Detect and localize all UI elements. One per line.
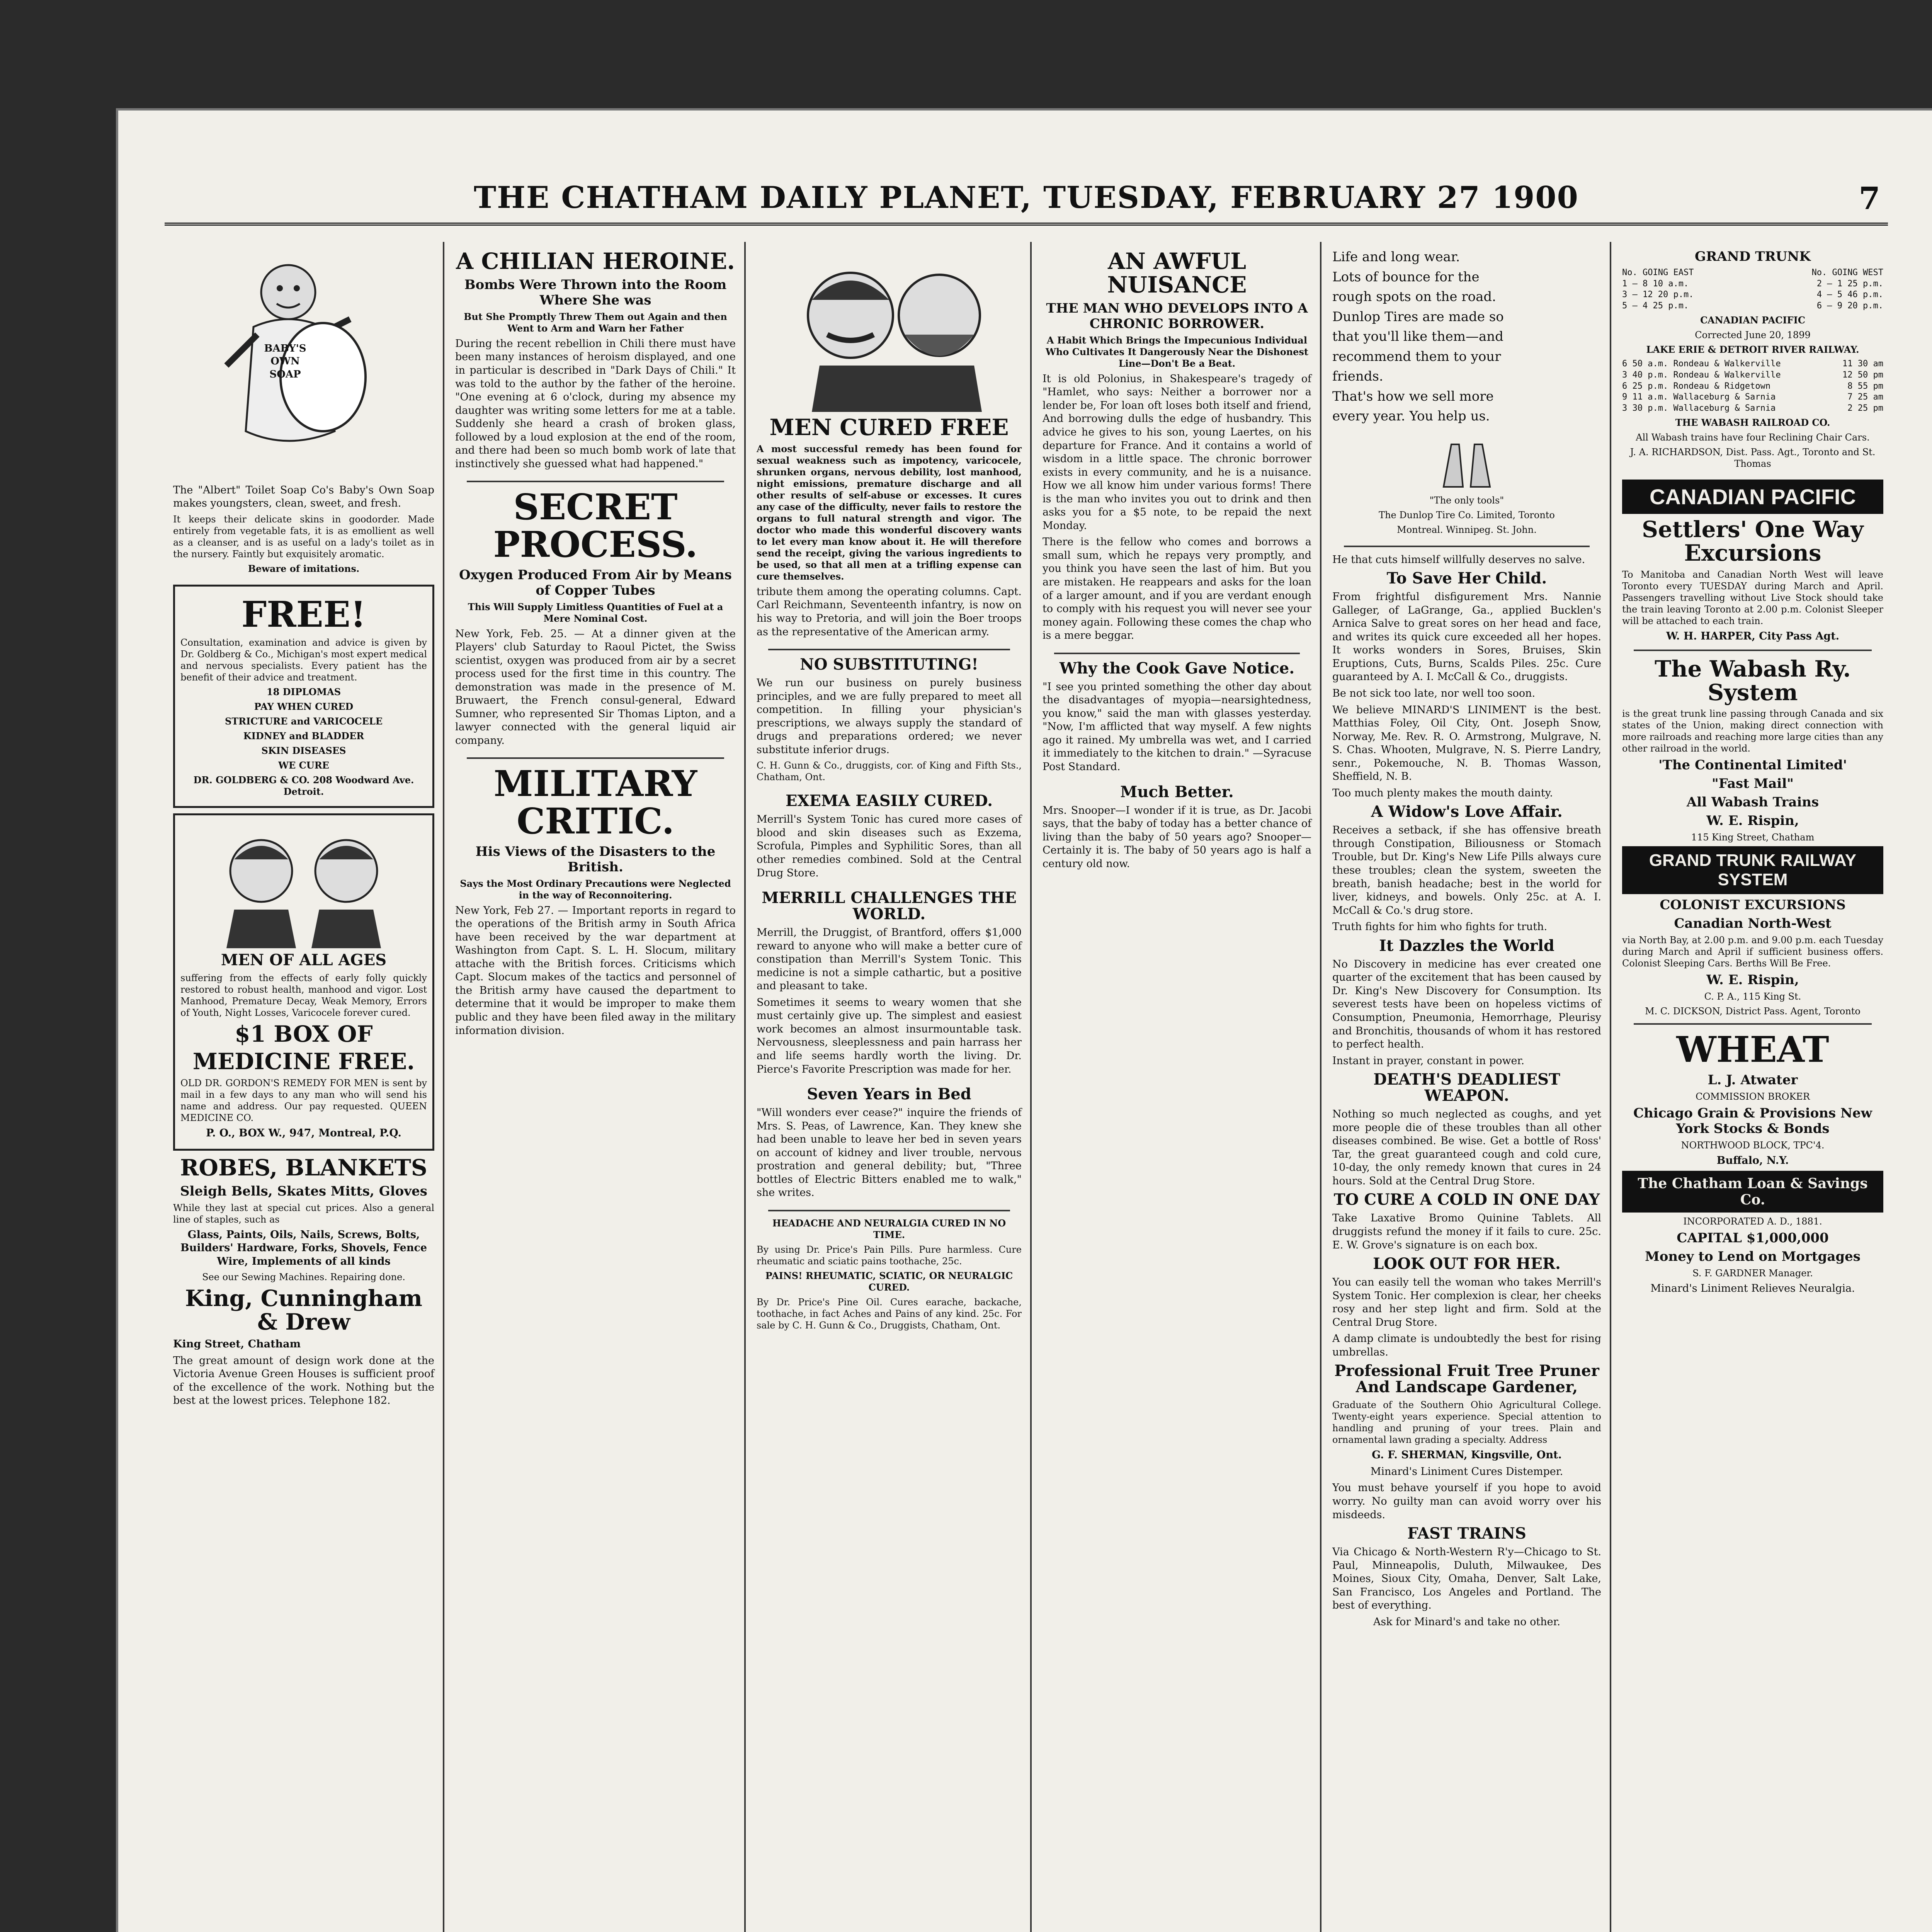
secret-subhead-2: This Will Supply Limitless Quantities of Fuel at a Mere Nominal Cost. (468, 601, 723, 624)
colonist-subhead: Canadian North-West (1674, 916, 1832, 932)
secret-subhead: Oxygen Produced From Air by Means of Copper Tubes (459, 567, 732, 598)
free-footer: DR. GOLDBERG & CO. 208 Woodward Ave. Detroit. (193, 774, 414, 798)
much-better-article (1043, 784, 1311, 871)
schedule-cell: 5 — 4 25 p.m. (1622, 301, 1689, 311)
fast-mail: "Fast Mail" (1712, 776, 1794, 792)
masthead (165, 176, 1888, 226)
heroine-article (455, 250, 736, 471)
gt-schedule-headline: GRAND TRUNK (1695, 249, 1811, 264)
lake-erie-table (1622, 359, 1883, 414)
instant-text: Instant in prayer, constant in power. (1332, 1054, 1525, 1067)
secret-text: New York, Feb. 25. — At a dinner given at the Players' club Saturday to Raoul Pictet, the Swiss scientist, oxygen was produced from air by a secret process used for the first time in this country. The demonstration was made in the presence of M. Bruwaert, the French consul-general, Edward Sumner, who represented Sir Thomas Lipton, and a lawyer connected with the general liquid air company. (455, 628, 736, 747)
schedule-cell: 8 55 pm (1847, 381, 1883, 391)
box-text: OLD DR. GORDON'S REMEDY FOR MEN is sent by mail in a few days to any man who will send his name and address. Our pay requested. QUEEN MEDICINE CO. (180, 1078, 427, 1124)
king-address: King Street, Chatham (173, 1338, 301, 1350)
heroine-text: During the recent rebellion in Chili there must have been many instances of heroism displayed, and one in particular is described in "Dark Days of Chili." It was told to the author by the father of the heroine. "One evening at 6 o'clock, during my absence my daughter was writing some letters for me at a table. Suddenly she heard a crash of broken glass, followed by a loud explosion at the end of the room, and there had been so much bomb work of late that instinctively she guessed what had happened." (455, 337, 736, 470)
atwater-lines: Chicago Grain & Provisions New York Stocks & Bonds (1633, 1105, 1872, 1137)
deadly-headline: DEATH'S DEADLIEST WEAPON. (1373, 1070, 1560, 1105)
weak-text: You must behave yourself if you hope to avoid worry. No guilty man can avoid worry over his misdeeds. (1332, 1482, 1601, 1521)
wabash-rr-note: All Wabash trains have four Reclining Chair Cars. (1636, 432, 1870, 443)
cp-banner: CANADIAN PACIFIC (1622, 480, 1883, 514)
wabash-text: is the great trunk line passing through Canada and six states of the Union, making direct connection with more railroads and reaching more large cities than any other railroad in the world. (1622, 708, 1883, 754)
much-text: Mrs. Snooper—I wonder if it is true, as Dr. Jacobi says, that the baby of today has a better chance of living than the baby of 50 years ago? Snooper—Certainly it is. The baby of 50 years ago is half a century old now. (1043, 804, 1311, 870)
wabash-rr-headline: THE WABASH RAILROAD CO. (1675, 417, 1830, 429)
fast-text: Via Chicago & North-Western R'y—Chicago to St. Paul, Minneapolis, Duluth, Milwaukee, Des Moines, Sioux City, Omaha, Denver, Salt Lake, San Francisco, Los Angeles and Portland. The best of everything. (1332, 1546, 1601, 1612)
schedule-row (1622, 301, 1883, 312)
grand-trunk-schedule (1622, 249, 1883, 469)
robes-note: See our Sewing Machines. Repairing done. (202, 1272, 405, 1283)
divider (1634, 1023, 1872, 1025)
column-6 (1614, 242, 1892, 1932)
military-article (455, 765, 736, 1037)
dunlop-line: Life and long wear. (1332, 249, 1460, 265)
military-subhead: His Views of the Disasters to the British. (475, 844, 716, 875)
rispin-signature: W. E. Rispin, (1706, 972, 1799, 988)
much-headline: Much Better. (1120, 782, 1234, 801)
men-ad (173, 813, 434, 1150)
schedule-cell: 11 30 am (1842, 359, 1883, 369)
robes-sub: Sleigh Bells, Skates Mitts, Gloves (180, 1183, 427, 1199)
schedule-cell: 9 11 a.m. Wallaceburg & Sarnia (1622, 392, 1776, 402)
dunlop-line: that you'll like them—and (1332, 329, 1503, 345)
seven-headline: Seven Years in Bed (807, 1085, 971, 1104)
schedule-cell: 1 — 8 10 a.m. (1622, 279, 1689, 289)
free-item: PAY WHEN CURED (254, 701, 354, 713)
continental-limited: 'The Continental Limited' (1658, 757, 1847, 773)
dunlop-line: recommend them to your (1332, 349, 1501, 364)
secret-headline: SECRET PROCESS. (493, 486, 698, 565)
wabash-signature: W. E. Rispin, (1706, 813, 1799, 829)
fruit-headline: Professional Fruit Tree Pruner And Landscape Gardener, (1334, 1362, 1599, 1396)
divider (467, 757, 724, 759)
dunlop-line: Dunlop Tires are made so (1332, 309, 1504, 325)
gt-schedule-table (1622, 267, 1883, 311)
save-headline: To Save Her Child. (1386, 569, 1547, 588)
nosub-ad (757, 656, 1022, 783)
soap-caption: The "Albert" Toilet Soap Co's Baby's Own Soap makes youngsters, clean, sweet, and fresh. (173, 484, 434, 510)
soap-warning: Beware of imitations. (248, 563, 360, 574)
cook-headline: Why the Cook Gave Notice. (1059, 659, 1295, 677)
merrill-ad (757, 890, 1022, 1076)
column-rule (744, 242, 746, 1932)
ask-text: Ask for Minard's and take no other. (1373, 1616, 1561, 1628)
free-item: STRICTURE and VARICOCELE (224, 716, 383, 727)
neuralgia-ad (757, 1218, 1022, 1331)
dunlop-line: Lots of bounce for the (1332, 269, 1480, 285)
schedule-row (1622, 279, 1883, 290)
colonist-headline: COLONIST EXCURSIONS (1660, 897, 1846, 913)
eczema-headline: EXEMA EASILY CURED. (785, 792, 993, 810)
box-headline-2: MEDICINE FREE. (192, 1048, 415, 1075)
wheat-headline: WHEAT (1676, 1029, 1829, 1071)
neuralgia-text: By using Dr. Price's Pain Pills. Pure harmless. Cure rheumatic and sciatic pains toothache, 25c. (757, 1244, 1022, 1267)
atwater-name: L. J. Atwater (1708, 1072, 1798, 1088)
soap-ad (173, 250, 434, 575)
merrill-headline: MERRILL CHALLENGES THE WORLD. (762, 889, 1017, 923)
schedule-row (1622, 381, 1883, 392)
men-text: suffering from the effects of early folly quickly restored to robust health, manhood and vigor. Lost Manhood, Premature Decay, Weak Memory, Errors of Youth, Night Losses, Varicocele forever cured. (180, 973, 427, 1019)
cure-text: A most successful remedy has been found for sexual weakness such as impotency, varicocele, shrunken organs, nervous debility, lost manhood, night emissions, premature discharge and all other results of self-abuse or excesses. It cures any case of the difficulty, never fails to restore the organs to full natural strength and vigor. The doctor who made this wonderful discovery wants to let every man know about it. He will therefore send the receipt, giving the various ingredients to be used, so that all men at a trifling expense can cure themselves. (757, 443, 1022, 582)
widow-headline: A Widow's Love Affair. (1371, 803, 1563, 821)
schedule-row (1622, 267, 1883, 279)
military-subhead-2: Says the Most Ordinary Precautions were Neglected in the way of Reconnoitering. (460, 878, 731, 901)
eczema-ad (757, 793, 1022, 880)
column-4 (1034, 242, 1320, 1932)
free-item: KIDNEY and BLADDER (243, 730, 364, 742)
plenty-text: Too much plenty makes the mouth dainty. (1332, 787, 1553, 799)
soap-label: BABY'S OWN SOAP (264, 343, 306, 380)
widow-text: Receives a setback, if she has offensive breath through Constipation, Biliousness or Stomach Trouble, but Dr. King's New Life Pills always cure these troubles; clean the system, sweeten the breath, banish headache; best in the world for liver, kidneys, and bowels. Only 25c. at A. I. McCall & Co.'s drug store. (1332, 824, 1601, 917)
schedule-row (1622, 370, 1883, 381)
tribute-text: tribute them among the operating columns. Capt. Carl Reichmann, Seventeenth infantry, is now on his way to Pretoria, and will join the Boer troops as the representative of the American army. (757, 585, 1022, 638)
dunlop-line: every year. You help us. (1332, 408, 1490, 424)
cp-schedule-headline: CANADIAN PACIFIC (1700, 315, 1805, 326)
schedule-cell: 3 — 12 20 p.m. (1622, 290, 1694, 300)
divider (1344, 546, 1590, 547)
dunlop-ad (1332, 249, 1601, 536)
rispin-signature-2: C. P. A., 115 King St. (1704, 991, 1801, 1002)
save-text: From frightful disfigurement Mrs. Nannie Galleger, of LaGrange, Ga., applied Bucklen's Arnica Salve to great sores on her head and face, and writes its quick cure exceeded all her hopes. It works wonders in Sores, Bruises, Skin Eruptions, Cuts, Burns, Scalds Piles. 25c. Cure guaranteed by A. I. McCall & Co., druggists. (1332, 591, 1601, 683)
loan-incorporated: INCORPORATED A. D., 1881. (1683, 1216, 1822, 1227)
wabash-headline: The Wabash Ry. System (1655, 655, 1851, 706)
nosub-headline: NO SUBSTITUTING! (800, 655, 978, 674)
column-rule (1030, 242, 1032, 1932)
dunlop-line: friends. (1332, 369, 1383, 384)
gt-banner: GRAND TRUNK RAILWAY SYSTEM (1622, 846, 1883, 894)
colonist-text: via North Bay, at 2.00 p.m. and 9.00 p.m. each Tuesday during March and April if sufficient business offers. Colonist Sleeping Cars. Berths Will Be Free. (1622, 935, 1883, 969)
schedule-cell: 6 25 p.m. Rondeau & Ridgetown (1622, 381, 1771, 391)
free-headline: FREE! (241, 593, 366, 635)
free-item: 18 DIPLOMAS (266, 686, 341, 698)
nuisance-subhead: THE MAN WHO DEVELOPS INTO A CHRONIC BORROWER. (1046, 300, 1308, 332)
schedule-cell: 3 40 p.m. Rondeau & Walkerville (1622, 370, 1781, 380)
settlers-agent: W. H. HARPER, City Pass Agt. (1666, 630, 1840, 643)
newspaper-page (116, 108, 1932, 1932)
schedule-cell: No. GOING WEST (1811, 268, 1883, 277)
seven-text: "Will wonders ever cease?" inquire the friends of Mrs. S. Peas, of Lawrence, Kan. They knew she had been unable to leave her bed in seven years on account of kidney and liver trouble, nervous prostration and general debility; but, "Three bottles of Electric Bitters enabled me to walk," she writes. (757, 1107, 1022, 1199)
schedule-cell: 12 50 pm (1842, 370, 1883, 380)
column-2 (447, 242, 744, 1932)
men-cured-ad (757, 250, 1022, 639)
loan-money: Money to Lend on Mortgages (1645, 1248, 1861, 1264)
fast-headline: FAST TRAINS (1407, 1524, 1526, 1543)
dunlop-line: rough spots on the road. (1332, 289, 1496, 305)
climate-text: A damp climate is undoubtedly the best for rising umbrellas. (1332, 1333, 1601, 1358)
atwater-sub: COMMISSION BROKER (1696, 1091, 1810, 1102)
minard-text: We believe MINARD'S LINIMENT is the best. Matthias Foley, Oil City, Ont. Joseph Snow, Norway, Me. Rev. R. O. Armstrong, Mulgrave, N. S. Chas. Whooten, Mulgrave, N. S. Pierre Landry, senr., Pokemouche, N. B. Thomas Wasson, Sheffield, N. B. (1332, 704, 1601, 783)
schedule-row (1622, 403, 1883, 414)
nuisance-headline: AN AWFUL NUISANCE (1107, 248, 1247, 298)
schedule-cell: 4 — 5 46 p.m. (1816, 290, 1883, 300)
seven-years-ad (757, 1086, 1022, 1200)
nuisance-text-2: There is the fellow who comes and borrows a small sum, which he repays very promptly, and you think you have seen the last of him. But you are mistaken. He reappears and asks for the loan of a larger amount, and if you are verdant enough to comply with his request you will never see your money again. Following these comes the chap who is a mere beggar. (1043, 536, 1311, 642)
price-headline: PAINS! RHEUMATIC, SCIATIC, OR NEURALGIC CURED. (765, 1270, 1013, 1293)
heroine-headline: A CHILIAN HEROINE. (456, 248, 735, 274)
secret-article (455, 488, 736, 747)
fruit-signature: G. F. SHERMAN, Kingsville, Ont. (1372, 1449, 1562, 1461)
divider (1634, 650, 1872, 651)
box-headline-1: $1 BOX OF (235, 1021, 373, 1048)
merrill-text: Merrill, the Druggist, of Brantford, offers $1,000 reward to anyone who will make a better cure of constipation than Merrill's System Tonic. This medicine is not a simple cathartic, but a positive and pleasant to take. (757, 927, 1022, 992)
nuisance-subhead-2: A Habit Which Brings the Impecunious Individual Who Cultivates It Dangerously Near the Dishonest Line—Don't Be a Beat. (1045, 334, 1309, 369)
fruit-text: Graduate of the Southern Ohio Agricultural College. Twenty-eight years experience. Special attention to handling and pruning of your trees. Plain and ornamental lawn grading a specialty. Address (1332, 1400, 1601, 1446)
wabash-trains: All Wabash Trains (1686, 794, 1819, 810)
doctors-portrait (765, 250, 1013, 412)
schedule-cell: 6 — 9 20 p.m. (1816, 301, 1883, 311)
distemper-text: Minard's Liniment Cures Distemper. (1370, 1465, 1563, 1478)
divider (1054, 653, 1300, 654)
lake-erie-headline: LAKE ERIE & DETROIT RIVER RAILWAY. (1646, 344, 1859, 355)
schedule-row (1622, 289, 1883, 301)
look-headline: LOOK OUT FOR HER. (1373, 1255, 1561, 1273)
column-rule (443, 242, 444, 1932)
schedule-cell: 2 25 pm (1847, 403, 1883, 413)
eczema-text: Merrill's System Tonic has cured more cases of blood and skin diseases such as Exzema, Scrofula, Pimples and Syphilitic Sores, than all other remedies combined. Sold at the Central Drug Store. (757, 813, 1022, 879)
settlers-text: To Manitoba and Canadian North West will leave Toronto every TUESDAY during March and April. Passengers travelling without Live Stock should take the train leaving Toronto at 2.00 p.m. Colonist Sleeper will be attached to each train. (1622, 569, 1883, 627)
soap-text: It keeps their delicate skins in goodorder. Made entirely from vegetable fats, it is as emollient as well as a cleanser, and is as useful on a lady's toilet as in the nursery. Faintly but exquisitely aromatic. (173, 514, 434, 560)
free-ad (173, 585, 434, 808)
military-text: New York, Feb 27. — Important reports in regard to the operations of the British army in South Africa have been received by the war department at Washington from Capt. S. L. H. Slocum, military attache with the British forces. Criticisms which Capt. Slocum makes of the tactics and personnel of the British army have caused the department to determine that it would be improper to make them public and they have been filed away in the military information division. (455, 904, 736, 1037)
robes-headline: ROBES, BLANKETS (180, 1154, 427, 1181)
column-rule (1610, 242, 1611, 1932)
dunlop-line: That's how we sell more (1332, 388, 1494, 404)
settlers-headline: Settlers' One Way Excursions (1642, 516, 1864, 566)
column-3 (748, 242, 1030, 1932)
two-men-portrait (196, 825, 412, 948)
column-5 (1324, 242, 1610, 1932)
men-headline: MEN OF ALL AGES (221, 951, 387, 969)
deadly-text: Nothing so much neglected as coughs, and yet more people die of these troubles than all other diseases combined. Be wise. Get a bottle of Ross' Tar, the great guaranteed cough and cold cure, 10-day, the only remedy known that cures in 24 hours. Sold at the Central Drug Store. (1332, 1108, 1601, 1187)
wabash-agent: J. A. RICHARDSON, Dist. Pass. Agt., Toronto and St. Thomas (1630, 447, 1876, 469)
cook-text: "I see you printed something the other day about the disadvantages of myopia—nearsightedness, you know," said the man with glasses yesterday. "Now, I'm afflicted that way myself. A few nights ago it rained. My umbrella was wet, and I carried it immediately to the kitchen to drain." —Syracuse Post Standard. (1043, 680, 1311, 773)
divider (768, 649, 1010, 650)
loan-signature: S. F. GARDNER Manager. (1692, 1267, 1813, 1279)
king-text: The great amount of design work done at the Victoria Avenue Green Houses is sufficient proof of the excellence of the work. Nothing but the best at the lowest prices. Telephone 182. (173, 1354, 434, 1407)
robes-list: Glass, Paints, Oils, Nails, Screws, Bolts, Builders' Hardware, Forks, Shovels, Fence Wire, Implements of all kinds (180, 1228, 427, 1267)
atwater-address: NORTHWOOD BLOCK, TPC'4. (1681, 1140, 1825, 1151)
divider (467, 481, 724, 482)
dickson-signature: M. C. DICKSON, District Pass. Agent, Toronto (1645, 1006, 1861, 1017)
loan-headline: The Chatham Loan & Savings Co. (1622, 1171, 1883, 1213)
price-text: By Dr. Price's Pine Oil. Cures earache, backache, toothache, in fact Aches and Pains of any kind. 25c. For sale by C. H. Gunn & Co., Druggists, Chatham, Ont. (757, 1296, 1022, 1331)
nuisance-text: It is old Polonius, in Shakespeare's tragedy of "Hamlet, who says: Neither a borrower nor a lender be, For loan oft loses both itself and friend, And borrowing dulls the edge of husbandry. This advice he gives to his son, young Laertes, on his departure for France. And it contains a world of wisdom in a little space. The chronic borrower exists in every community, and he is a nuisance. How we all know him under various forms! There is the man who invites you out to drink and then asks you for a $5 note, to be repaid the next Monday. (1043, 372, 1311, 532)
military-headline: MILITARY CRITIC. (493, 763, 697, 842)
cp-schedule-note: Corrected June 20, 1899 (1695, 330, 1811, 341)
free-item: SKIN DISEASES (261, 745, 346, 757)
minard-neuralgia: Minard's Liniment Relieves Neuralgia. (1650, 1282, 1855, 1294)
nosub-signature: C. H. Gunn & Co., druggists, cor. of King and Fifth Sts., Chatham, Ont. (757, 760, 1022, 783)
hands-icon (1428, 429, 1505, 491)
soon-text: Be not sick too late, nor well too soon. (1332, 687, 1536, 700)
schedule-cell: 7 25 am (1847, 392, 1883, 402)
schedule-row (1622, 392, 1883, 403)
cold-text: Take Laxative Bromo Quinine Tablets. All druggists refund the money if it fails to cure. 25c. E. W. Grove's signature is on each box. (1332, 1212, 1601, 1251)
box-address: P. O., BOX W., 947, Montreal, P.Q. (206, 1127, 401, 1139)
look-text: You can easily tell the woman who takes Merrill's System Tonic. Her complexion is clear, her cheeks rosy and her step light and firm. Sold at the Central Drug Store. (1332, 1276, 1601, 1328)
schedule-cell: 3 30 p.m. Wallaceburg & Sarnia (1622, 403, 1776, 413)
nosub-text: We run our business on purely business principles, and we are fully prepared to meet all competition. In filling your physician's prescriptions, we always supply the standard of drugs and preparations ordered; we never substitute inferior drugs. (757, 677, 1022, 756)
column-1 (165, 242, 443, 1932)
loan-capital: CAPITAL $1,000,000 (1677, 1230, 1829, 1246)
neuralgia-headline: HEADACHE AND NEURALGIA CURED IN NO TIME. (772, 1217, 1006, 1240)
schedule-cell: 6 50 a.m. Rondeau & Walkerville (1622, 359, 1781, 369)
schedule-cell: No. GOING EAST (1622, 268, 1694, 277)
schedule-cell: 2 — 1 25 p.m. (1816, 279, 1883, 289)
cuts-text: He that cuts himself willfully deserves no salve. (1332, 553, 1585, 566)
heroine-subhead-2: But She Promptly Threw Them out Again and then Went to Arm and Warn her Father (464, 311, 727, 334)
dazzles-text: No Discovery in medicine has ever created one quarter of the excitement that has been caused by Dr. King's New Discovery for Consumption. Its severest tests have been on hopeless victims of Consumption, Pneumonia, Hemorrhage, Pleurisy and Bronchitis, thousands of whom it has restored to perfect health. (1332, 958, 1601, 1051)
robes-text: While they last at special cut prices. Also a general line of staples, such as (173, 1202, 434, 1225)
masthead-title: THE CHATHAM DAILY PLANET, TUESDAY, FEBRUARY 27 1900 (474, 180, 1579, 215)
robes-ad (173, 1156, 434, 1408)
page-number: 7 (1859, 180, 1880, 216)
dunlop-cities: Montreal. Winnipeg. St. John. (1397, 524, 1537, 535)
cook-article (1043, 660, 1311, 774)
cold-headline: TO CURE A COLD IN ONE DAY (1333, 1190, 1600, 1209)
divider (768, 1210, 1010, 1211)
schedule-row (1622, 359, 1883, 370)
free-text: Consultation, examination and advice is given by Dr. Goldberg & Co., Michigan's most expert medical and nervous specialists. Every patient has the benefit of their advice and treatment. (180, 637, 427, 683)
dunlop-caption: "The only tools" (1429, 495, 1504, 506)
dazzles-headline: It Dazzles the World (1379, 936, 1554, 955)
heroine-subhead: Bombs Were Thrown into the Room Where She was (464, 277, 727, 308)
free-item: WE CURE (278, 760, 329, 771)
truth-text: Truth fights for him who fights for truth. (1332, 921, 1548, 933)
wabash-signature-2: 115 King Street, Chatham (1691, 832, 1815, 843)
column-rule (1320, 242, 1321, 1932)
men-cured-headline: MEN CURED FREE (769, 414, 1009, 440)
nuisance-article (1043, 250, 1311, 643)
pierce-text: Sometimes it seems to weary women that she must certainly give up. The simplest and easiest work becomes an almost insurmountable task. Nervousness, sleeplessness and pain harrass her and life seems hardly worth the living. Dr. Pierce's Favorite Prescription was made for her. (757, 996, 1022, 1075)
king-headline: King, Cunningham & Drew (185, 1285, 423, 1335)
dunlop-maker: The Dunlop Tire Co. Limited, Toronto (1379, 509, 1555, 520)
atwater-city: Buffalo, N.Y. (1716, 1155, 1789, 1167)
